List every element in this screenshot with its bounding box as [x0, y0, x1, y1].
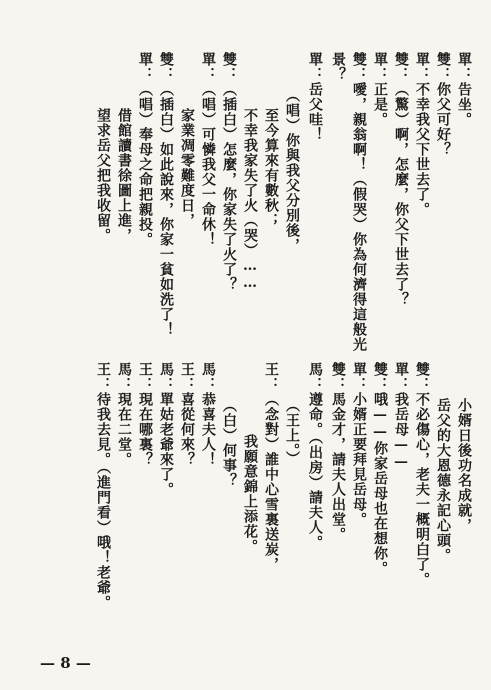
bottom-line: 雙：馬金才，請夫人出堂。 — [330, 362, 346, 542]
bottom-line: 王：喜從何來？ — [179, 362, 195, 467]
bottom-line: （白）何事？ — [221, 398, 237, 488]
top-line: 家業凋零難度日， — [179, 108, 195, 228]
bottom-line: 馬：現在二堂。 — [116, 362, 132, 467]
top-line: 景？ — [330, 52, 346, 82]
bottom-line: 馬：單姑老爺來了。 — [158, 362, 174, 497]
top-line: 至今算來有數秋； — [263, 108, 279, 228]
bottom-line: 岳父的大恩德永記心頭。 — [435, 398, 451, 563]
top-line: 雙：（插白）如此說來，你家一貧如洗了！ — [158, 52, 174, 337]
top-line: 單：正是。 — [372, 52, 388, 127]
bottom-line: 單：我岳母—— — [393, 362, 409, 471]
top-line: 借館讀書徐圖上進， — [116, 108, 132, 243]
bottom-line: 馬：恭喜夫人！ — [200, 362, 216, 467]
top-line: （唱）你與我父分別後， — [284, 88, 300, 253]
top-line: 單：告坐。 — [456, 52, 472, 127]
top-line: 單：不幸我父下世去了。 — [414, 52, 430, 217]
top-line: 望求岳父把我收留。 — [95, 108, 111, 243]
top-line: 雙：噯，親翁啊！（假哭）你為何濟得這般光 — [351, 52, 367, 352]
top-line: 雙：（驚）啊，怎麼，你父下世去了？ — [393, 52, 409, 307]
bottom-line: （王上。） — [284, 398, 300, 466]
bottom-line: 雙：哦——你家岳母也在想你。 — [372, 362, 388, 576]
bottom-line: 王：（念對）誰中心雪裏送炭， — [263, 362, 279, 572]
bottom-line: 我願意錦上添花。 — [242, 434, 258, 554]
bottom-line: 馬：遵命。（出房）請夫人。 — [307, 362, 323, 550]
top-line: 雙：你父可好？ — [435, 52, 451, 157]
top-line: 單：岳父哇！ — [307, 52, 323, 142]
top-line: 單：（唱）奉母之命把親投。 — [137, 52, 153, 247]
bottom-line: 王：待我去見。（進門看）哦！老爺。 — [95, 362, 111, 610]
bottom-line: 雙：不必傷心，老夫一概明白了。 — [414, 362, 430, 587]
bottom-line: 小婿日後功名成就， — [456, 398, 472, 533]
page-number: — 8 — — [40, 654, 91, 672]
bottom-line: 王：現在哪裏？ — [137, 362, 153, 467]
top-line: 單：（唱）可憐我父一命休！ — [200, 52, 216, 247]
bottom-line: 單：小婿正要拜見岳母。 — [351, 362, 367, 527]
top-line: 不幸我家失了火（哭）…… — [242, 108, 258, 292]
top-line: 雙：（插白）怎麼，你家失了火了？ — [221, 52, 237, 292]
